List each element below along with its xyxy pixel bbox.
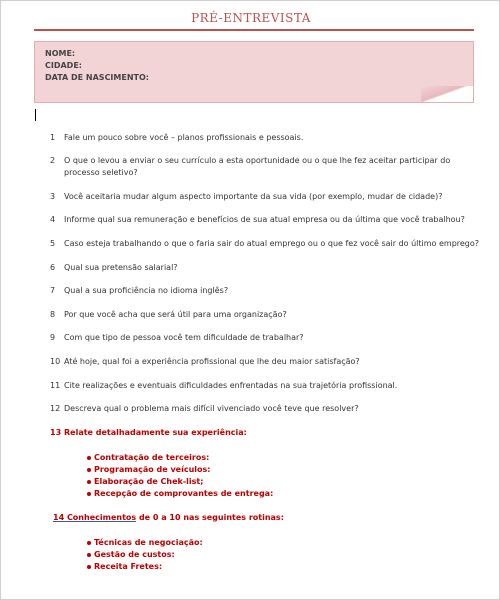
section-13-item: Elaboração de Chek-list;: [87, 476, 203, 487]
section-14-item: Técnicas de negociação:: [87, 537, 203, 548]
section-14-num: 14: [53, 513, 65, 522]
bullet-icon: [87, 492, 91, 496]
bullet-icon: [87, 541, 91, 545]
question-9: 9 Com que tipo de pessoa você tem dificuldade de trabalhar?: [50, 333, 304, 342]
section-14-heading: [53, 513, 284, 522]
question-8: 8 Por que você acha que será útil para uma organização?: [50, 310, 287, 319]
candidate-info-box: [34, 41, 474, 103]
bullet-icon: [87, 456, 91, 460]
title-divider: [34, 29, 474, 31]
birth-date-label: DATA DE NASCIMENTO:: [45, 73, 149, 82]
section-13-heading: 13 Relate detalhadamente sua experiência:: [50, 428, 247, 437]
bullet-icon: [87, 468, 91, 472]
question-10: 10 Até hoje, qual foi a experiência profissional que lhe deu maior satisfação?: [50, 357, 360, 366]
question-5: 5 Caso esteja trabalhando o que o faria sair do atual emprego ou o que fez você sair do último emprego?: [50, 239, 480, 248]
question-7: 7 Qual a sua proficiência no idioma inglês?: [50, 286, 229, 295]
bullet-icon: [87, 480, 91, 484]
section-13-item: Contratação de terceiros:: [87, 452, 209, 463]
bullet-icon: [87, 553, 91, 557]
section-14-item: Receita Fretes:: [87, 561, 162, 572]
question-12: 12 Descreva qual o problema mais difícil vivenciado você teve que resolver?: [50, 404, 359, 413]
section-13-item: Recepção de comprovantes de entrega:: [87, 488, 273, 499]
bullet-icon: [87, 565, 91, 569]
question-4: 4 Informe qual sua remuneração e benefícios de sua atual empresa ou da última que você trabalhou?: [50, 215, 465, 224]
document-title: PRÉ-ENTREVISTA: [191, 11, 311, 25]
question-2: 2 O que o levou a enviar o seu currículo a esta oportunidade ou o que lhe fez aceitar participar do processo seletivo?: [50, 156, 451, 177]
section-13-item: Programação de veículos:: [87, 464, 211, 475]
page-curl-decoration: [421, 86, 473, 102]
question-3: 3 Você aceitaria mudar algum aspecto importante da sua vida (por exemplo, mudar de cidade)?: [50, 192, 443, 201]
section-14-item: Gestão de custos:: [87, 549, 175, 560]
name-label: NOME:: [45, 49, 76, 58]
section-14-title-rest: de 0 a 10 nas seguintes rotinas:: [138, 513, 284, 522]
text-cursor[interactable]: [35, 109, 36, 121]
section-14-title-underlined: Conhecimentos: [66, 513, 137, 522]
question-11: 11 Cite realizações e eventuais dificuldades enfrentadas na sua trajetória profissional.: [50, 381, 398, 390]
city-label: CIDADE:: [45, 61, 82, 70]
question-1: 1 Fale um pouco sobre você – planos profissionais e pessoais.: [50, 133, 304, 142]
question-6: 6 Qual sua pretensão salarial?: [50, 263, 178, 272]
